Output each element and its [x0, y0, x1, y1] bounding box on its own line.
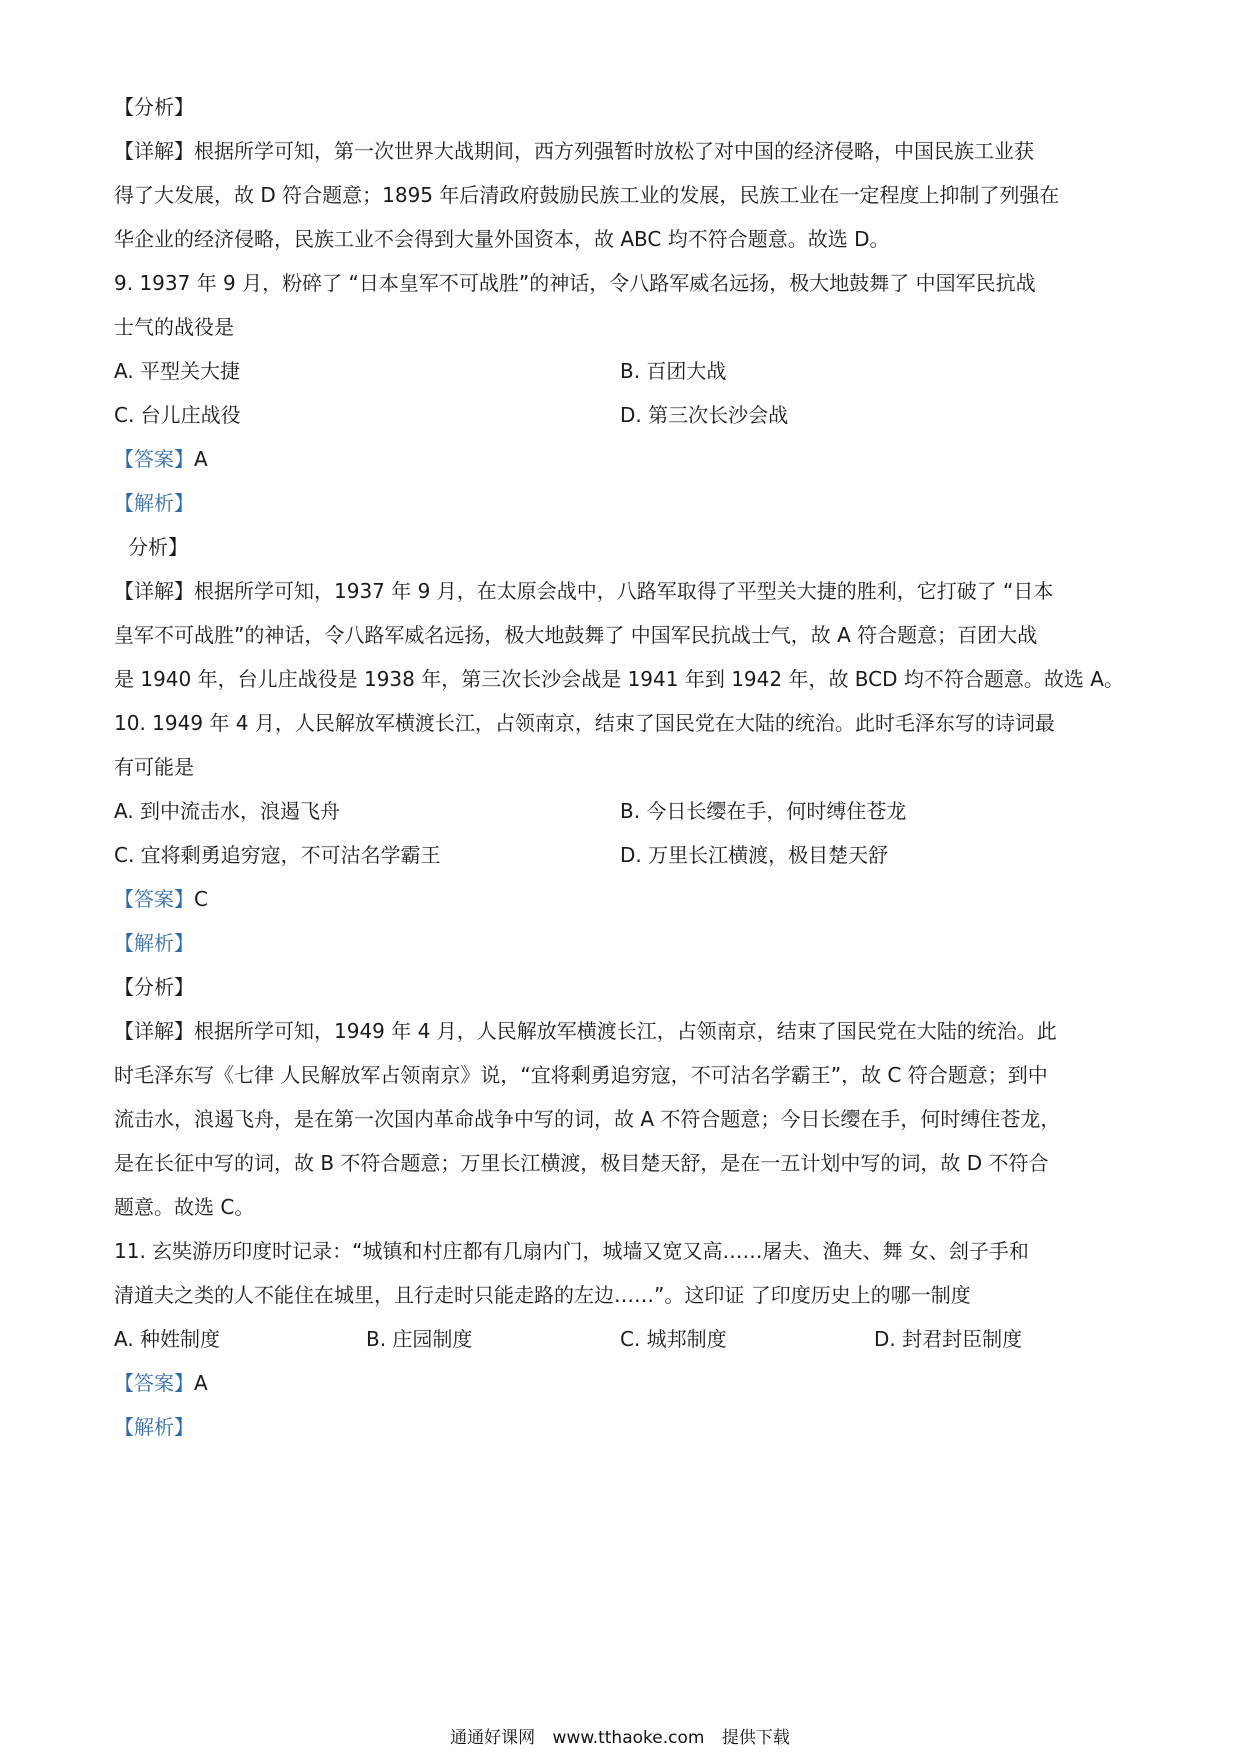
question-10-stem: 10. 1949 年 4 月，人民解放军横渡长江，占领南京，结束了国民党在大陆的统治。此时毛泽东写的诗词最	[114, 711, 1055, 735]
q10-option-b: B. 今日长缨在手，何时缚住苍龙	[620, 799, 907, 823]
answer-value: A	[194, 1371, 208, 1395]
answer-value: A	[194, 447, 208, 471]
q11-option-b: B. 庄园制度	[366, 1327, 473, 1351]
q11-explanation-label: 【解析】	[114, 1415, 194, 1439]
analysis-heading: 【分析】	[114, 95, 194, 119]
detail-line: 【详解】根据所学可知，第一次世界大战期间，西方列强暂时放松了对中国的经济侵略，中国民族工业获	[114, 139, 1034, 163]
q9-detail: 是 1940 年，台儿庄战役是 1938 年，第三次长沙会战是 1941 年到 1942 年，故 BCD 均不符合题意。故选 A。	[114, 667, 1124, 691]
q10-option-a: A. 到中流击水，浪遏飞舟	[114, 799, 341, 823]
q10-detail: 时毛泽东写《七律 人民解放军占领南京》说，“宜将剩勇追穷寇，不可沽名学霸王”，故 C 符合题意；到中	[114, 1063, 1048, 1087]
answer-value: C	[194, 887, 208, 911]
q9-option-a: A. 平型关大捷	[114, 359, 241, 383]
q9-answer	[114, 444, 1130, 474]
question-10-stem: 有可能是	[114, 755, 194, 779]
q11-option-c: C. 城邦制度	[620, 1327, 727, 1351]
answer-label: 【答案】	[114, 887, 194, 911]
detail-line: 华企业的经济侵略，民族工业不会得到大量外国资本，故 ABC 均不符合题意。故选 D。	[114, 227, 890, 251]
question-11-stem: 清道夫之类的人不能住在城里，且行走时只能走路的左边……”。这印证 了印度历史上的哪一制度	[114, 1283, 971, 1307]
footer-site-url[interactable]: www.tthaoke.com	[552, 1728, 705, 1748]
q9-detail: 皇军不可战胜”的神话，令八路军威名远扬，极大地鼓舞了 中国军民抗战士气，故 A 符合题意；百团大战	[114, 623, 1038, 647]
answer-label: 【答案】	[114, 1371, 194, 1395]
footer-site-name: 通通好课网	[450, 1728, 536, 1748]
q11-option-d: D. 封君封臣制度	[874, 1327, 1023, 1351]
q10-explanation-label: 【解析】	[114, 931, 194, 955]
q9-detail: 【详解】根据所学可知，1937 年 9 月，在太原会战中，八路军取得了平型关大捷的胜利，它打破了 “日本	[114, 579, 1054, 603]
question-9-stem: 9. 1937 年 9 月，粉碎了 “日本皇军不可战胜”的神话，令八路军威名远扬，极大地鼓舞了 中国军民抗战	[114, 271, 1036, 295]
q10-detail: 【详解】根据所学可知，1949 年 4 月，人民解放军横渡长江，占领南京，结束了国民党在大陆的统治。此	[114, 1019, 1057, 1043]
q9-option-d: D. 第三次长沙会战	[620, 403, 789, 427]
q10-option-d: D. 万里长江横渡，极目楚天舒	[620, 843, 889, 867]
q10-analysis-heading: 【分析】	[114, 975, 194, 999]
detail-line: 得了大发展，故 D 符合题意；1895 年后清政府鼓励民族工业的发展，民族工业在一定程度上抑制了列强在	[114, 183, 1060, 207]
answer-label: 【答案】	[114, 447, 194, 471]
question-11-stem: 11. 玄奘游历印度时记录：“城镇和村庄都有几扇内门，城墙又宽又高……屠夫、渔夫、舞 女、刽子手和	[114, 1239, 1029, 1263]
page-footer	[0, 1726, 1240, 1750]
q11-answer	[114, 1368, 1130, 1398]
q10-detail: 流击水，浪遏飞舟，是在第一次国内革命战争中写的词，故 A 不符合题意；今日长缨在手，何时缚住苍龙，	[114, 1107, 1061, 1131]
q9-explanation-label: 【解析】	[114, 491, 194, 515]
q10-detail: 是在长征中写的词，故 B 不符合题意；万里长江横渡，极目楚天舒，是在一五计划中写的词，故 D 不符合	[114, 1151, 1049, 1175]
q10-option-c: C. 宜将剩勇追穷寇，不可沽名学霸王	[114, 843, 441, 867]
q11-option-a: A. 种姓制度	[114, 1327, 221, 1351]
q10-answer	[114, 884, 1130, 914]
q9-analysis-heading: 分析】	[128, 535, 188, 559]
q10-detail: 题意。故选 C。	[114, 1195, 255, 1219]
footer-tagline: 提供下载	[721, 1728, 790, 1748]
q9-option-b: B. 百团大战	[620, 359, 727, 383]
question-9-stem: 士气的战役是	[114, 315, 234, 339]
q9-option-c: C. 台儿庄战役	[114, 403, 241, 427]
